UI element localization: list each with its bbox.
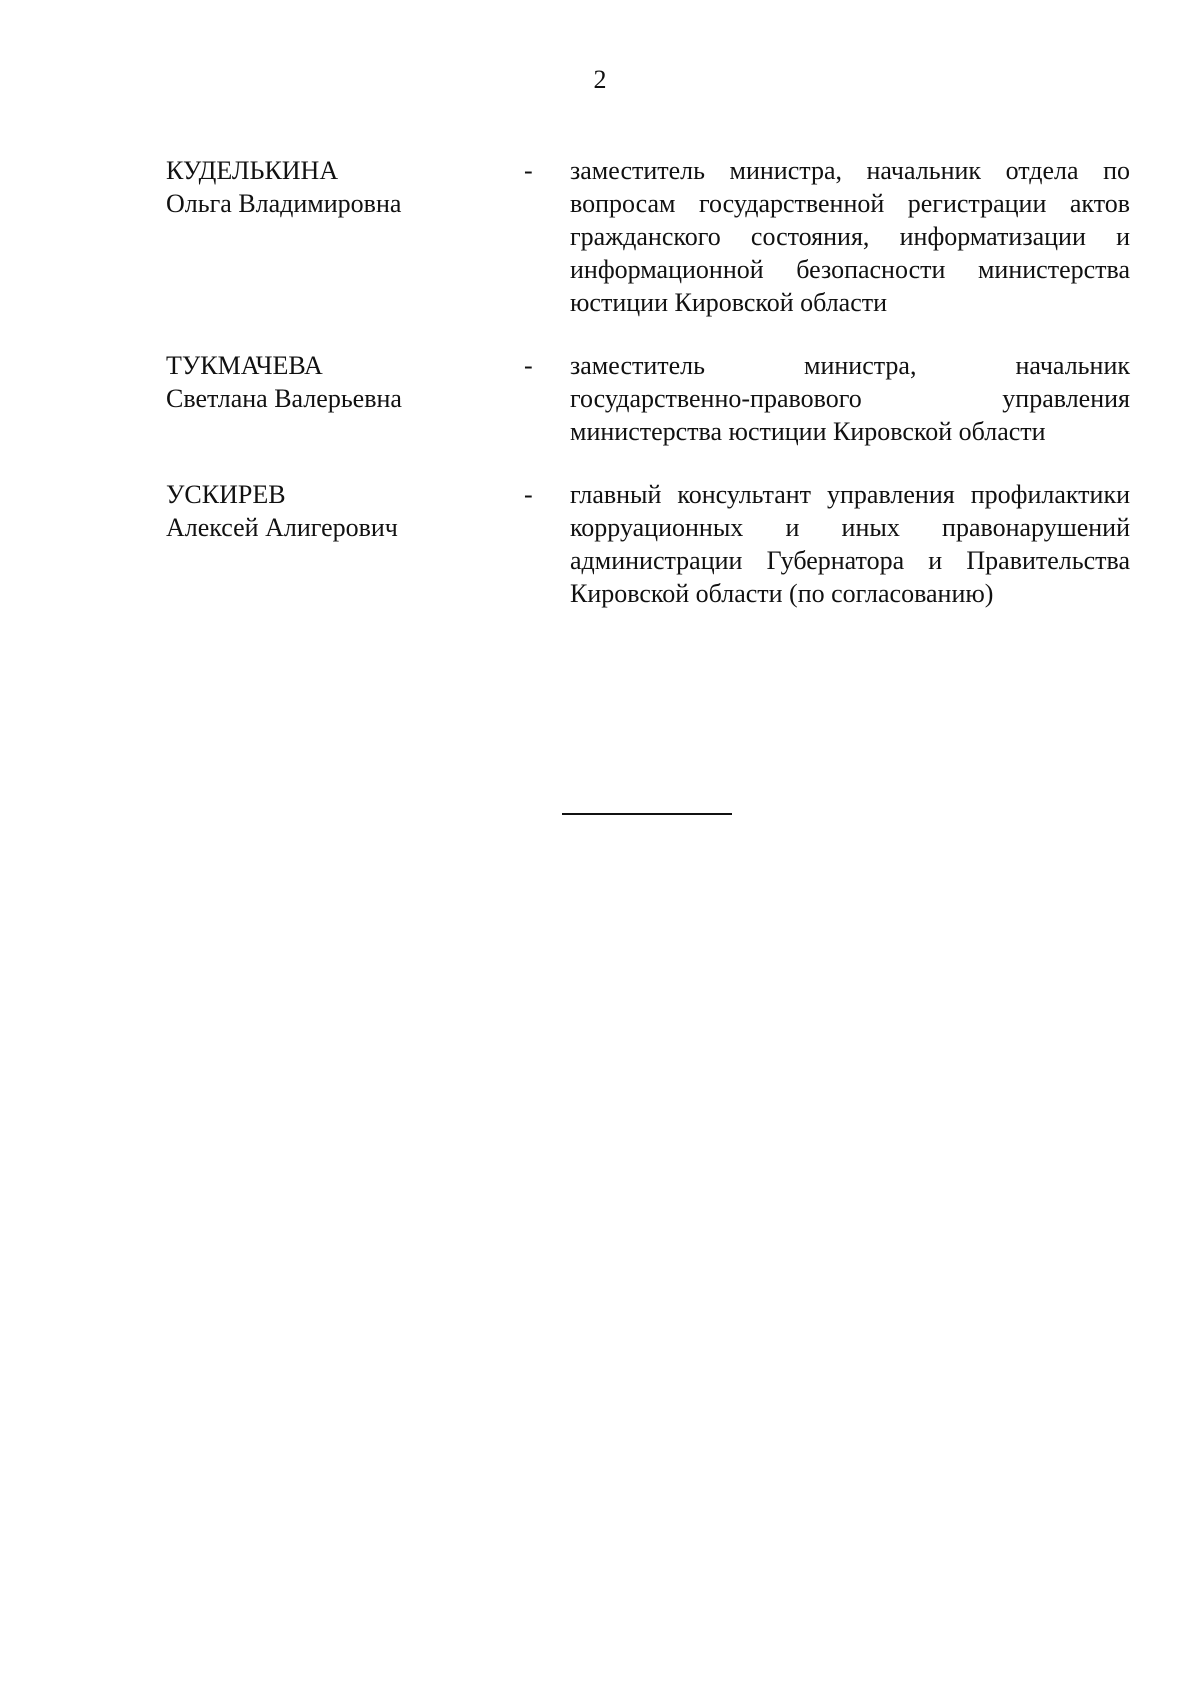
member-given-names: Алексей Алигерович bbox=[166, 513, 398, 542]
member-surname: ТУКМАЧЕВА bbox=[166, 351, 323, 380]
member-surname: КУДЕЛЬКИНА bbox=[166, 156, 339, 185]
page-number: 2 bbox=[593, 65, 607, 94]
member-entry bbox=[0, 349, 1200, 448]
member-name bbox=[166, 154, 506, 220]
member-surname: УСКИРЕВ bbox=[166, 480, 286, 509]
member-entry bbox=[0, 478, 1200, 610]
member-name bbox=[166, 478, 506, 544]
member-entry bbox=[0, 154, 1200, 319]
member-role: главный консультант управления профилактики корруационных и иных правонарушений администрации Губернатора и Правительства Кировской области (по согласованию) bbox=[570, 480, 1130, 608]
separator-dash: - bbox=[524, 156, 533, 185]
member-role: заместитель министра, начальник отдела по вопросам государственной регистрации актов гражданского состояния, информатизации и информационной безопасности министерства юстиции Кировской области bbox=[570, 156, 1130, 317]
separator-dash: - bbox=[524, 480, 533, 509]
separator-dash: - bbox=[524, 351, 533, 380]
member-given-names: Светлана Валерьевна bbox=[166, 384, 402, 413]
member-name bbox=[166, 349, 506, 415]
members-list bbox=[0, 154, 1200, 610]
member-role: заместитель министра, начальник государственно-правового управления министерства юстиции Кировской области bbox=[570, 351, 1130, 446]
end-of-list-rule bbox=[562, 813, 732, 815]
member-given-names: Ольга Владимировна bbox=[166, 189, 402, 218]
